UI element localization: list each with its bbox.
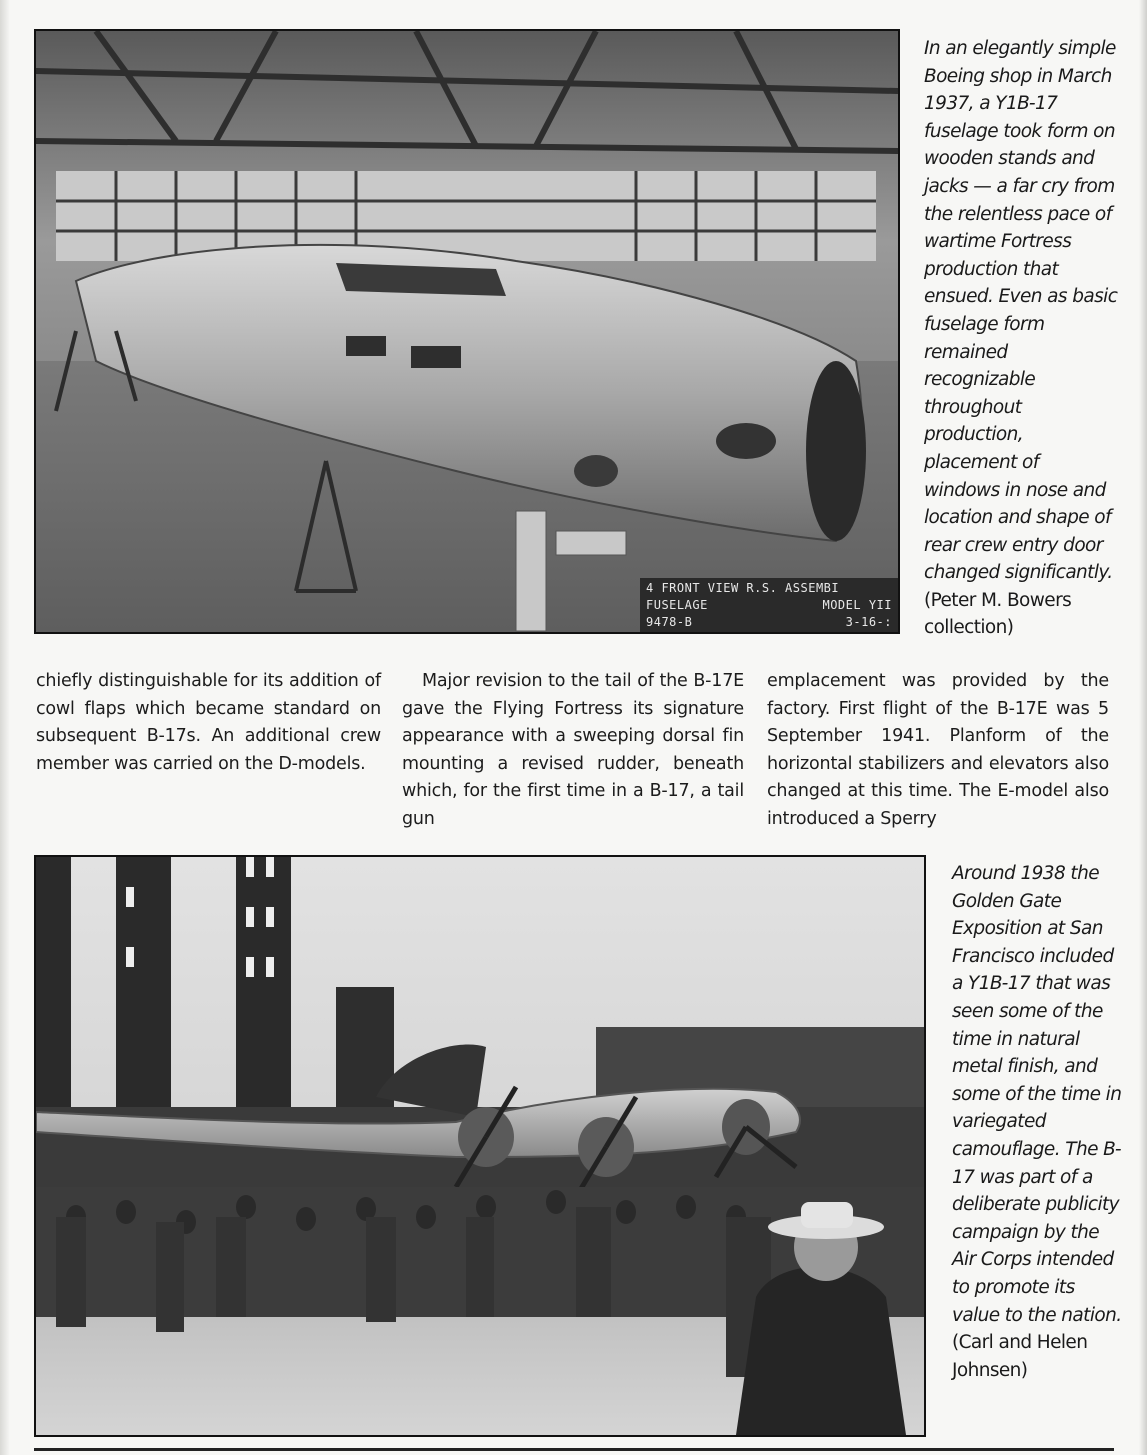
stamp-line-1: 4 FRONT VIEW R.S. ASSEMBI — [646, 581, 840, 595]
photo-credit: (Peter M. Bowers collection) — [924, 589, 1072, 639]
body-column-3: emplacement was provided by the factory. First flight of the B-17E was 5 September 1941. Planform of the horizontal stabilizers and elevators also changed at this time. The E-model also introduced a Sperry — [767, 671, 1109, 829]
photo-negative-stamp — [640, 578, 898, 632]
page-edge-shadow — [0, 0, 10, 1455]
bottom-rule — [34, 1448, 1114, 1451]
page-edge-shadow-right — [1139, 0, 1147, 1455]
caption-text: In an elegantly simple Boeing shop in March 1937, a Y1B-17 fuselage took form on wooden stands and jacks — a far cry from the relentless pace of wartime Fortress production that ensued. Even as basic fuselage form remained recognizable throughout production, placement of windows in nose and location and shape of rear crew entry door changed significantly. — [924, 38, 1118, 584]
body-column-2: Major revision to the tail of the B-17E gave the Flying Fortress its signature appearance with a sweeping dorsal fin mounting a revised rudder, beneath which, for the first time in a B-17, a tail gun — [402, 671, 744, 829]
caption-text: Around 1938 the Golden Gate Exposition at San Francisco included a Y1B-17 that was seen some of the time in natural metal finish, and some of the time in variegated camouflage. The B-17 was part of a deliberate publicity campaign by the Air Corps intended to promote its value to the nation. — [952, 863, 1122, 1326]
fuselage-shop-photo — [34, 29, 900, 634]
stamp-line-3: 9478-B 3-16-: — [646, 615, 892, 629]
stamp-line-2: FUSELAGE MODEL YII — [646, 598, 892, 612]
fuselage-photo-caption — [924, 35, 1119, 642]
exposition-image — [36, 857, 924, 1435]
body-column-1: chiefly distinguishable for its addition of cowl flaps which became standard on subsequent B-17s. An additional crew member was carried on the D-models. — [36, 671, 381, 774]
exposition-photo-caption — [952, 860, 1122, 1384]
fuselage-shop-image — [36, 31, 898, 632]
exposition-photo — [34, 855, 926, 1437]
photo-credit: (Carl and Helen Johnsen) — [952, 1332, 1088, 1381]
